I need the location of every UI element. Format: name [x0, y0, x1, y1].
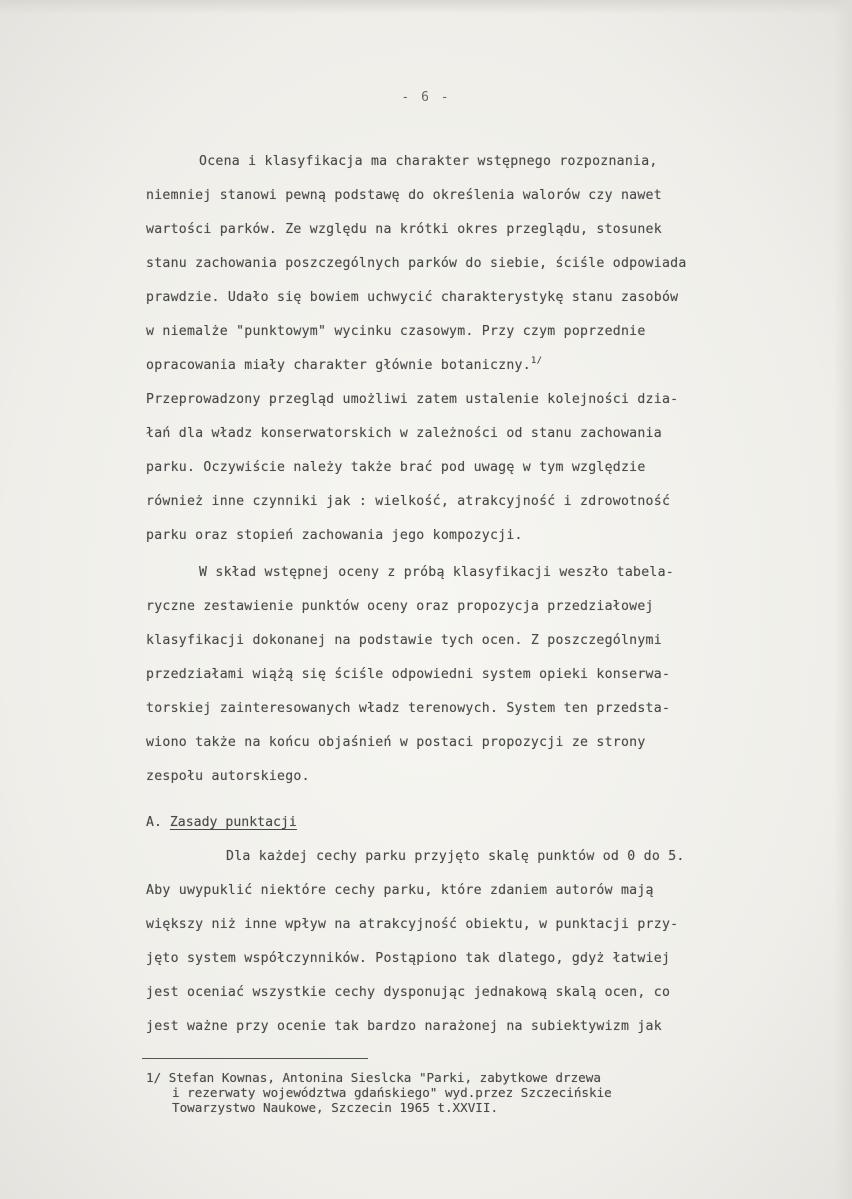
- text-line: parku. Oczywiście należy także brać pod uwagę w tym względzie: [146, 460, 646, 475]
- text-line: również inne czynniki jak : wielkość, atrakcyjność i zdrowotność: [146, 494, 671, 509]
- text-line: prawdzie. Udało się bowiem uchwycić charakterystykę stanu zasobów: [146, 290, 679, 305]
- text-line: Ocena i klasyfikacja ma charakter wstępnego rozpoznania,: [199, 154, 658, 169]
- text-line: w niemalże "punktowym" wycinku czasowym. Przy czym poprzednie: [146, 324, 646, 339]
- text-line: jest oceniać wszystkie cechy dysponując jednakową skalą ocen, co: [146, 985, 671, 1000]
- text-line: zespołu autorskiego.: [146, 769, 310, 784]
- footnote-reference: 1/: [530, 356, 543, 366]
- text-line: klasyfikacji dokonanej na podstawie tych ocen. Z poszczególnymi: [146, 633, 662, 648]
- section-heading-title: Zasady punktacji: [169, 815, 297, 830]
- text-line: jęto system współczynników. Postąpiono tak dlatego, gdyż łatwiej: [146, 951, 671, 966]
- text-line: Dla każdej cechy parku przyjęto skalę punktów od 0 do 5.: [226, 849, 685, 864]
- text-line: [146, 349, 796, 383]
- text-line: jest ważne przy ocenie tak bardzo narażonej na subiektywizm jak: [146, 1019, 662, 1034]
- text-line: niemniej stanowi pewną podstawę do określenia walorów czy nawet: [146, 188, 662, 203]
- footnote-separator: [142, 1058, 368, 1059]
- text-line: torskiej zainteresowanych władz terenowych. System ten przedsta-: [146, 701, 671, 716]
- paragraph-3: [146, 840, 796, 1044]
- footnote-line: i rezerwaty województwa gdańskiego" wyd.przez Szczecińskie: [172, 1085, 612, 1100]
- text-line: przedziałami wiążą się ściśle odpowiedni system opieki konserwa-: [146, 667, 671, 682]
- section-heading-prefix: A.: [146, 815, 162, 830]
- text-line: parku oraz stopień zachowania jego kompozycji.: [146, 528, 523, 543]
- footnote-line: Towarzystwo Naukowe, Szczecin 1965 t.XXVII.: [172, 1100, 499, 1115]
- footnote-line: 1/ Stefan Kownas, Antonina Sieslcka "Parki, zabytkowe drzewa: [146, 1070, 601, 1085]
- page-number: - 6 -: [401, 90, 451, 105]
- section-heading: [146, 806, 297, 840]
- text-line-content: opracowania miały charakter głównie botaniczny.: [146, 358, 531, 373]
- text-line: wiono także na końcu objaśnień w postaci propozycji ze strony: [146, 735, 646, 750]
- text-line: wartości parków. Ze względu na krótki okres przeglądu, stosunek: [146, 222, 662, 237]
- paragraph-2: [146, 556, 796, 794]
- scan-edge-top: [0, 0, 852, 14]
- paragraph-1: [146, 145, 796, 553]
- text-line: łań dla władz konserwatorskich w zależności od stanu zachowania: [146, 426, 662, 441]
- text-line: W skład wstępnej oceny z próbą klasyfikacji weszło tabela-: [199, 565, 674, 580]
- footnote: [146, 1070, 612, 1115]
- text-line: Przeprowadzony przegląd umożliwi zatem ustalenie kolejności dzia-: [146, 392, 679, 407]
- text-line: Aby uwypuklić niektóre cechy parku, które zdaniem autorów mają: [146, 883, 654, 898]
- text-line: większy niż inne wpływ na atrakcyjność obiektu, w punktacji przy-: [146, 917, 679, 932]
- text-line: ryczne zestawienie punktów oceny oraz propozycja przedziałowej: [146, 599, 654, 614]
- text-line: stanu zachowania poszczególnych parków do siebie, ściśle odpowiada: [146, 256, 687, 271]
- scan-edge-right: [834, 0, 852, 1199]
